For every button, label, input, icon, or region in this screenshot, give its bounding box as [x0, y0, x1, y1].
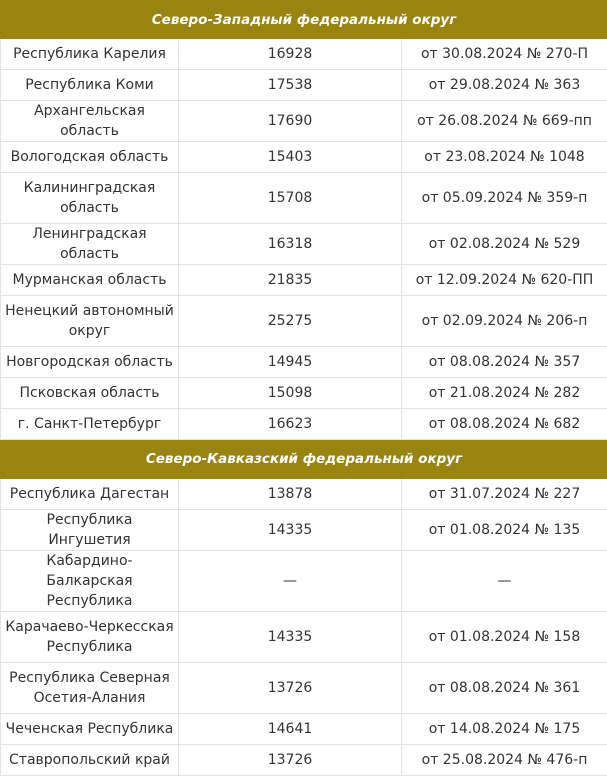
section-title: Северо-Западный федеральный округ: [1, 1, 607, 39]
table-row: [1, 296, 607, 347]
region-cell: Ставропольский край: [1, 745, 179, 776]
value-cell: 14945: [179, 347, 402, 378]
value-cell: 13726: [179, 663, 402, 714]
region-cell: Карачаево-Черкесская Республика: [1, 612, 179, 663]
value-cell: 21835: [179, 265, 402, 296]
table-row: [1, 378, 607, 409]
region-cell: Новгородская область: [1, 347, 179, 378]
document-cell: от 02.09.2024 № 206-п: [402, 296, 607, 347]
value-cell: 13726: [179, 745, 402, 776]
document-cell: —: [402, 551, 607, 612]
table-row: [1, 70, 607, 101]
region-cell: Чеченская Республика: [1, 714, 179, 745]
region-cell: Мурманская область: [1, 265, 179, 296]
region-cell: Республика Северная Осетия-Алания: [1, 663, 179, 714]
document-cell: от 14.08.2024 № 175: [402, 714, 607, 745]
value-cell: 14335: [179, 612, 402, 663]
table-row: [1, 479, 607, 510]
table-row: [1, 347, 607, 378]
document-cell: от 02.08.2024 № 529: [402, 224, 607, 265]
section-header-row: [1, 440, 607, 479]
region-cell: Ленинградская область: [1, 224, 179, 265]
section-title: Северо-Кавказский федеральный округ: [1, 440, 607, 479]
value-cell: 25275: [179, 296, 402, 347]
value-cell: 16318: [179, 224, 402, 265]
table-row: [1, 265, 607, 296]
region-cell: Архангельская область: [1, 101, 179, 142]
value-cell: 17690: [179, 101, 402, 142]
table-row: [1, 510, 607, 551]
value-cell: —: [179, 551, 402, 612]
table-row: [1, 745, 607, 776]
table-row: [1, 663, 607, 714]
document-cell: от 23.08.2024 № 1048: [402, 142, 607, 173]
document-cell: от 30.08.2024 № 270-П: [402, 39, 607, 70]
region-cell: Вологодская область: [1, 142, 179, 173]
value-cell: 15708: [179, 173, 402, 224]
document-cell: от 12.09.2024 № 620-ПП: [402, 265, 607, 296]
document-cell: от 29.08.2024 № 363: [402, 70, 607, 101]
document-cell: от 08.08.2024 № 682: [402, 409, 607, 440]
region-cell: Калининградская область: [1, 173, 179, 224]
document-cell: от 31.07.2024 № 227: [402, 479, 607, 510]
table-row: [1, 101, 607, 142]
table-row: [1, 224, 607, 265]
value-cell: 17538: [179, 70, 402, 101]
region-cell: Республика Дагестан: [1, 479, 179, 510]
value-cell: 14335: [179, 510, 402, 551]
region-cell: Республика Карелия: [1, 39, 179, 70]
document-cell: от 21.08.2024 № 282: [402, 378, 607, 409]
document-cell: от 01.08.2024 № 158: [402, 612, 607, 663]
table-row: [1, 39, 607, 70]
document-cell: от 25.08.2024 № 476-п: [402, 745, 607, 776]
table-row: [1, 409, 607, 440]
table-row: [1, 612, 607, 663]
table-row: [1, 551, 607, 612]
document-cell: от 05.09.2024 № 359-п: [402, 173, 607, 224]
region-cell: Республика Ингушетия: [1, 510, 179, 551]
section-header-row: [1, 1, 607, 39]
region-cell: Ненецкий автономный округ: [1, 296, 179, 347]
value-cell: 15098: [179, 378, 402, 409]
value-cell: 16623: [179, 409, 402, 440]
value-cell: 14641: [179, 714, 402, 745]
document-cell: от 01.08.2024 № 135: [402, 510, 607, 551]
region-cell: Псковская область: [1, 378, 179, 409]
document-cell: от 08.08.2024 № 361: [402, 663, 607, 714]
region-cell: Республика Коми: [1, 70, 179, 101]
region-cell: г. Санкт-Петербург: [1, 409, 179, 440]
value-cell: 16928: [179, 39, 402, 70]
document-cell: от 08.08.2024 № 357: [402, 347, 607, 378]
document-cell: от 26.08.2024 № 669-пп: [402, 101, 607, 142]
region-cell: Кабардино-Балкарская Республика: [1, 551, 179, 612]
table-row: [1, 142, 607, 173]
value-cell: 13878: [179, 479, 402, 510]
table-row: [1, 173, 607, 224]
value-cell: 15403: [179, 142, 402, 173]
